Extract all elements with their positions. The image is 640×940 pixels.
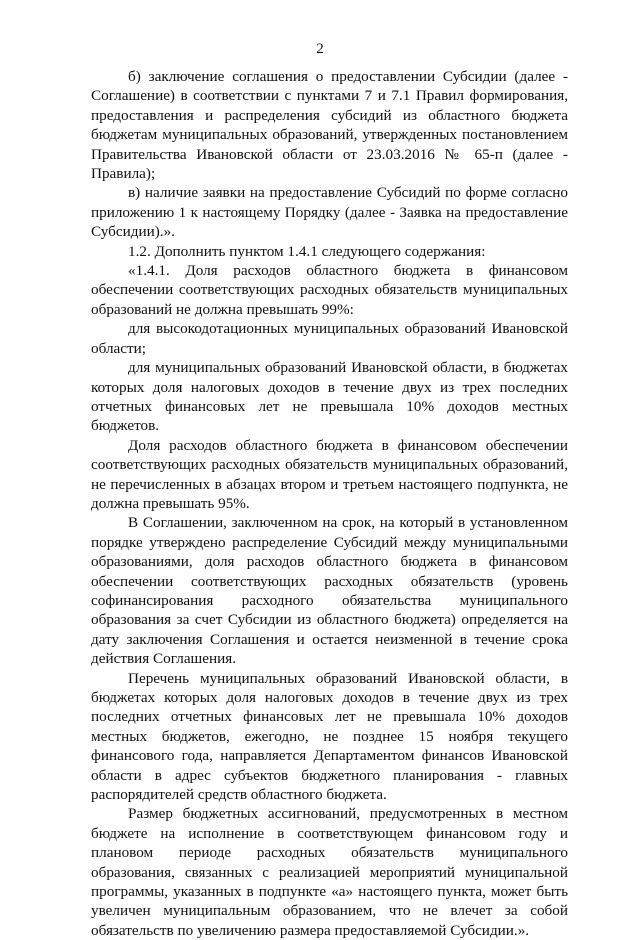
paragraph-agreement-share: В Соглашении, заключенном на срок, на который в установленном порядке утверждено распределение Субсидий между муниципальными образованиями, доля расходов областного бюджета в финансовом обеспечении соответствующих расходных обязательств (уровень софинансирования расходного обязательства муниципального образования за счет Субсидии из областного бюджета) определяется на дату заключения Соглашения и остается неизменной в течение срока действия Соглашения. <box>91 514 568 668</box>
paragraph-share-95: Доля расходов областного бюджета в финансовом обеспечении соответствующих расходных обязательств муниципальных образований, не перечисленных в абзацах втором и третьем настоящего подпункта, не должна превышать 95%. <box>91 436 568 512</box>
document-body <box>91 67 568 940</box>
paragraph-item-b: б) заключение соглашения о предоставлении Субсидии (далее - Соглашение) в соответствии с пунктами 7 и 7.1 Правил формирования, предоставления и распределения субсидий из областного бюджета бюджетам муниципальных образований, утвержденных постановлением Правительства Ивановской области от 23.03.2016 № 65-п (далее - Правила); <box>91 68 568 183</box>
paragraph-amendment-1-2: 1.2. Дополнить пунктом 1.4.1 следующего содержания: <box>128 242 486 260</box>
page-number: 2 <box>316 41 324 57</box>
paragraph-item-v: в) наличие заявки на предоставление Субсидий по форме согласно приложению 1 к настоящему Порядку (далее - Заявка на предоставление Субсидии).». <box>91 184 568 241</box>
paragraph-budget-allocations: Размер бюджетных ассигнований, предусмотренных в местном бюджете на исполнение в соответствующем финансовом году и плановом периоде расходных обязательств муниципального образования, связанных с реализацией мероприятий муниципальной программы, указанных в подпункте «а» настоящего пункта, может быть увеличен муниципальным образованием, что не влечет за собой обязательств по увеличению размера предоставляемой Субсидии.». <box>91 805 568 939</box>
paragraph-municipal-list: Перечень муниципальных образований Ивановской области, в бюджетах которых доля налоговых доходов в течение двух из трех последних отчетных финансовых лет не превышала 10% доходов местных бюджетов, ежегодно, не позднее 15 ноября текущего финансового года, направляется Департаментом финансов Ивановской области в адрес субъектов бюджетного планирования - главных распорядителей средств областного бюджета. <box>91 669 568 804</box>
paragraph-low-tax-income: для муниципальных образований Ивановской области, в бюджетах которых доля налоговых доходов в течение двух из трех последних отчетных финансовых лет не превышала 10% доходов местных бюджетов. <box>91 359 568 435</box>
paragraph-clause-1-4-1: «1.4.1. Доля расходов областного бюджета в финансовом обеспечении соответствующих расходных обязательств муниципальных образований не должна превышать 99%: <box>91 262 568 318</box>
paragraph-high-subsidized: для высокодотационных муниципальных образований Ивановской области; <box>91 320 568 357</box>
